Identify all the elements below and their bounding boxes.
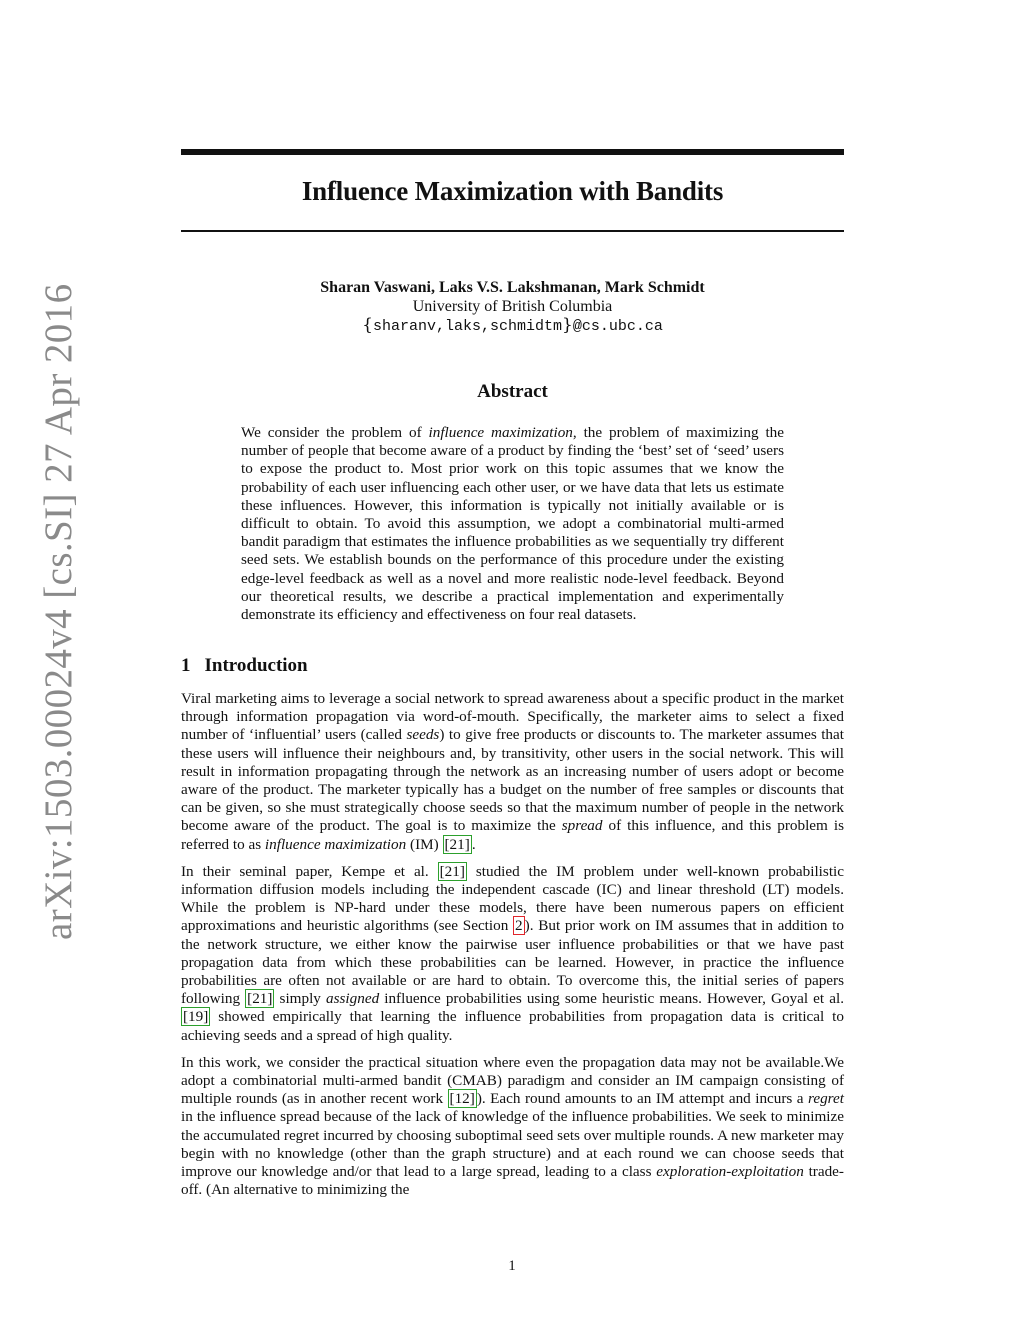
abstract-heading: Abstract xyxy=(477,381,548,402)
section-number: 1 xyxy=(181,655,191,676)
email-users: sharanv,laks,schmidtm xyxy=(372,318,562,335)
text-run: ). Each round amounts to an IM attempt and incurs a xyxy=(476,1090,808,1108)
emphasis: seeds xyxy=(406,726,440,744)
text-run: influence probabilities using some heuristic means. However, Goyal et al. xyxy=(379,990,844,1008)
section-ref-link[interactable]: 2 xyxy=(515,917,523,935)
text-run: studied the IM problem under well-known probabilistic information diffusion models including the independent cascade (IC) and linear threshold (LT) models. While the problem is NP-hard under these models, there have been numerous papers on efficient approximations and heuristic algorithms (see Section xyxy=(181,862,844,935)
text-run: trade-off. (An alternative to minimizing the xyxy=(181,1163,844,1199)
citation-link[interactable]: [19] xyxy=(183,1008,209,1026)
paragraph xyxy=(181,1054,844,1200)
author-list: Sharan Vaswani, Laks V.S. Lakshmanan, Mark Schmidt xyxy=(320,279,705,296)
section-heading-text: Introduction xyxy=(204,655,308,676)
text-run: showed empirically that learning the influence probabilities from propagation data is critical to achieving seeds and a spread of high quality. xyxy=(181,1008,844,1044)
emphasis: exploration-exploitation xyxy=(656,1163,804,1181)
text-run: ) to give free products or discounts to. The marketer assumes that these users will influence their neighbours and, by transitivity, other users in the social network. This will result in information propagating through the network as an increasing number of users adopt or become aware of the product. The marketer typically has a budget on the number of free samples or discounts that can be given, so she must strategically choose seeds so that the maximum number of people in the network become aware of the product. The goal is to maximize the xyxy=(181,726,844,835)
email-brace-open: { xyxy=(362,315,373,335)
text-run: In this work, we consider the practical situation where even the propagation data may not be available.We adopt a combinatorial multi-armed bandit (CMAB) paradigm and consider an IM campaign consisting of multiple rounds (as in another recent work xyxy=(181,1053,844,1108)
paper-title: Influence Maximization with Bandits xyxy=(301,176,724,206)
text-run: (IM) xyxy=(406,835,443,853)
email-line xyxy=(181,316,844,336)
text-run: in the influence spread because of the lack of knowledge of the influence probabilities. We seek to minimize the accumulated regret incurred by choosing suboptimal seed sets over multiple rounds. A new marketer may begin with no knowledge (other than the graph structure) and at each round we can choose seeds that improve our knowledge and/or that lead to a large spread, leading to a class xyxy=(181,1108,844,1181)
emphasis: assigned xyxy=(326,990,380,1008)
affiliation: University of British Columbia xyxy=(412,298,613,315)
arxiv-stamp: arXiv:1503.00024v4 [cs.SI] 27 Apr 2016 xyxy=(37,283,80,940)
introduction-body xyxy=(181,690,844,1208)
text-run: Viral marketing aims to leverage a social network to spread awareness about a specific product in the market through information propagation via word-of-mouth. Specifically, the marketer aims to select a fixed number of ‘influential’ users (called xyxy=(181,690,844,744)
citation-link[interactable]: [21] xyxy=(439,862,465,880)
citation-link[interactable]: [12] xyxy=(449,1090,475,1108)
citation-link[interactable]: [21] xyxy=(247,990,273,1008)
section-heading-introduction xyxy=(181,655,308,677)
emphasis: spread xyxy=(561,817,603,835)
abstract-emphasis: influence maximization xyxy=(428,424,573,441)
email-brace-close: } xyxy=(562,315,573,335)
author-block xyxy=(181,278,844,336)
abstract-text-part: We consider the problem of xyxy=(241,424,429,441)
abstract-text-part: , the problem of maximizing the number of people that become aware of a product by finding the ‘best’ set of ‘seed’ users to expose the product to. Most prior work on this topic assumes that we know the probability of each user influencing each other user, or we have data that lets us estimate these influences. However, this information is typically not initially available or is difficult to obtain. To avoid this assumption, we adopt a combinatorial multi-armed bandit paradigm that estimates the influence probabilities as we sequentially try different seed sets. We establish bounds on the performance of this procedure under the existing edge-level feedback as well as a novel and more realistic node-level feedback. Beyond our theoretical results, we describe a practical implementation and experimentally demonstrate its efficiency and effectiveness on four real datasets. xyxy=(241,424,784,624)
text-run: ). But prior work on IM assumes that in addition to the network structure, we either know the pairwise user influence probabilities or that we have past propagation data from which these probabilities can be learned. However, in practice the influence probabilities are often not available or are hard to obtain. To overcome this, the initial series of papers following xyxy=(181,917,844,1008)
text-run: In their seminal paper, Kempe et al. xyxy=(181,862,438,880)
page-number: 1 xyxy=(508,1258,516,1274)
text-run: of this influence, and this problem is referred to as xyxy=(181,817,844,853)
text-run: . xyxy=(471,835,476,853)
emphasis: influence maximization xyxy=(264,835,407,853)
title-top-rule xyxy=(181,149,844,155)
title-bottom-rule xyxy=(181,230,844,232)
emphasis: regret xyxy=(808,1090,844,1108)
paragraph xyxy=(181,863,844,1045)
paragraph xyxy=(181,690,844,854)
citation-link[interactable]: [21] xyxy=(444,835,470,853)
email-domain: @cs.ubc.ca xyxy=(572,318,663,335)
text-run: simply xyxy=(274,990,326,1008)
abstract-text xyxy=(241,424,784,624)
